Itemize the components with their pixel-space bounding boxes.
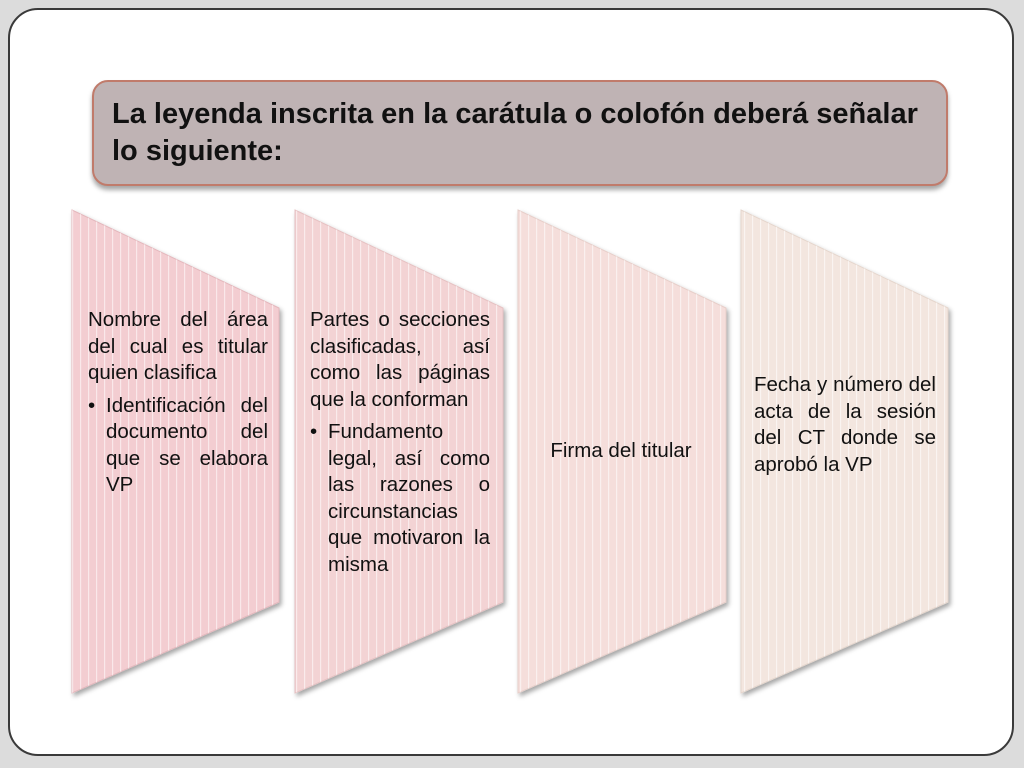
step-2-bullet-1: • Fundamento legal, así como las razones o circunstancias que motivaron la misma [310,419,490,578]
step-1-bullets [88,393,268,499]
step-2-bullets [310,419,490,578]
step-1-bullet-1: • Identificación del documento del que se elabora VP [88,393,268,499]
step-1-heading: Nombre del área del cual es titular quien clasifica [88,308,268,384]
slide-title: La leyenda inscrita en la carátula o colofón deberá señalar lo siguiente: [112,98,918,167]
step-3-text [528,438,714,465]
step-2-text [310,307,490,578]
step-2-heading: Partes o secciones clasificadas, así como las páginas que la conforman [310,308,490,411]
step-4-text [754,372,936,478]
step-3-heading: Firma del titular [550,439,692,462]
step-4-heading: Fecha y número del acta de la sesión del CT donde se aprobó la VP [754,373,936,476]
step-1-text [88,307,268,499]
